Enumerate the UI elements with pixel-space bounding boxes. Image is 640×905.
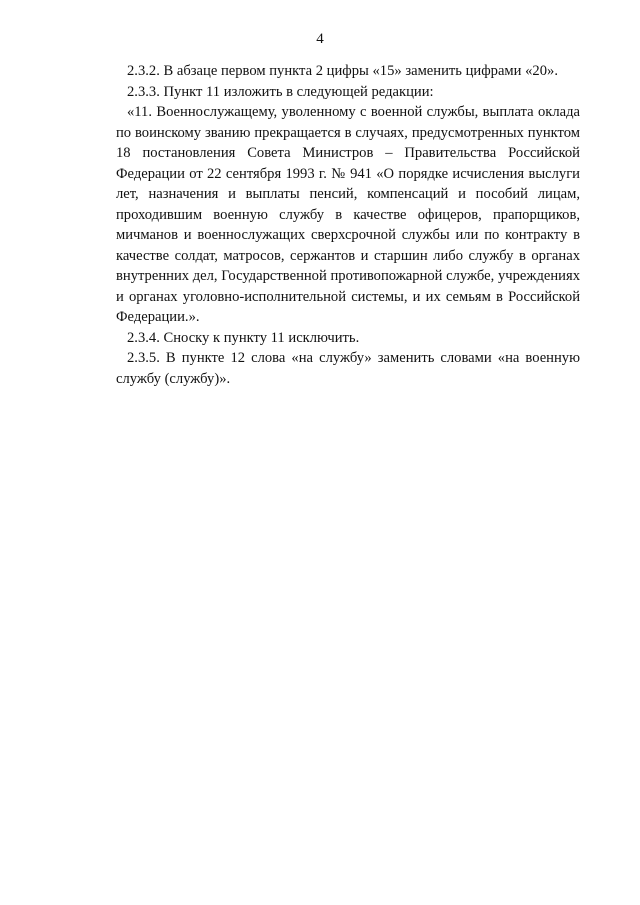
paragraph-2-3-4: 2.3.4. Сноску к пункту 11 исключить. (127, 329, 360, 346)
paragraph-2-3-2: 2.3.2. В абзаце первом пункта 2 цифры «15» заменить цифрами «20». (127, 63, 558, 79)
paragraph-2-3-5: 2.3.5. В пункте 12 слова «на службу» заменить словами «на военную службу (службу)». (116, 350, 580, 387)
page-number: 4 (316, 31, 324, 47)
paragraph-point-11-text: «11. Военнослужащему, уволенному с военной службы, выплата оклада по воинскому званию прекращается в случаях, предусмотренных пунктом 18 постановления Совета Министров – Правительства Российской Федерации от 22 сентября 1993 г. № 941 «О порядке исчисления выслуги лет, назначения и выплаты пенсий, компенсаций и пособий лицам, проходившим военную службу в качестве офицеров, прапорщиков, мичманов и военнослужащих сверхсрочной службы или по контракту в качестве солдат, матросов, сержантов и старшин либо службу в органах внутренних дел, Государственной противопожарной службе, учреждениях и органах уголовно-исполнительной системы, и их семьям в Российской Федерации.». (116, 104, 580, 325)
document-body (116, 61, 580, 389)
paragraph-2-3-3: 2.3.3. Пункт 11 изложить в следующей редакции: (127, 83, 434, 100)
